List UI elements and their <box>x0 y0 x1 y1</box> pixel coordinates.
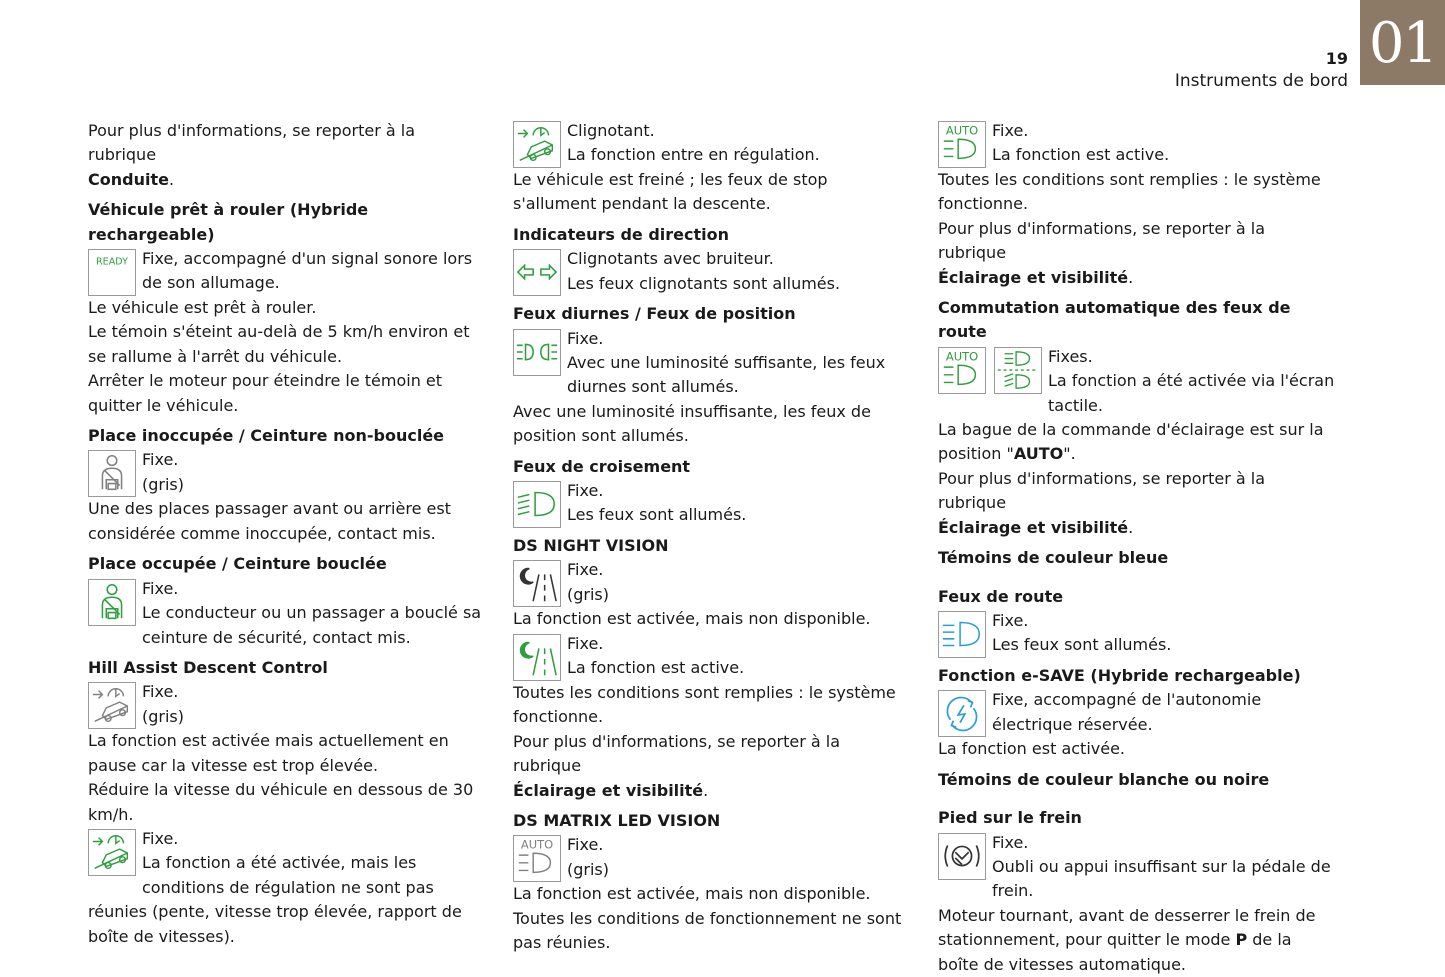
ready-icon <box>88 249 136 296</box>
matrix-grey-text-1: La fonction est activée, mais non disponible. <box>513 884 871 904</box>
entry-ready: READY Fixe, accompagné d'un signal sonore lors de son allumage. <box>88 247 486 296</box>
chapter-tab: 01 <box>1360 0 1445 85</box>
heading-drl: Feux diurnes / Feux de position <box>513 304 796 324</box>
entry-night-vision-grey: Fixe. (gris) <box>513 558 911 607</box>
heading-seat-free: Place inoccupée / Ceinture non-bouclée <box>88 426 445 446</box>
column-3 <box>938 119 1336 977</box>
ready-text-3: Arrêter le moteur pour éteindre le témoin et quitter le véhicule. <box>88 371 443 415</box>
column-1 <box>88 119 486 949</box>
esave-icon <box>938 690 986 737</box>
heading-brake: Pied sur le frein <box>938 808 1082 828</box>
hadc-grey-text-1: La fonction est activée mais actuellement en pause car la vitesse est trop élevée. <box>88 731 449 775</box>
auto-high-beam-icon-pair <box>938 347 1042 394</box>
heading-direction: Indicateurs de direction <box>513 224 729 244</box>
section-title: Instruments de bord <box>1174 71 1348 91</box>
heading-high-beam: Feux de route <box>938 586 1064 606</box>
heading-white-lights: Témoins de couleur blanche ou noire <box>938 769 1270 789</box>
heading-seat-occupied: Place occupée / Ceinture bouclée <box>88 554 387 574</box>
high-beam-icon <box>938 611 986 658</box>
drl-text: Avec une luminosité insuffisante, les feux de position sont allumés. <box>513 401 871 446</box>
hill-descent-blinking-icon <box>513 121 561 168</box>
seatbelt-grey-icon <box>88 450 136 497</box>
heading-ready: Véhicule prêt à rouler (Hybride rechargeable) <box>88 200 369 244</box>
entry-hadc-blinking: Clignotant. La fonction entre en régulation. <box>513 119 911 168</box>
intro-paragraph: Pour plus d'informations, se reporter à la rubrique Conduite. <box>88 121 416 189</box>
night-vision-green-text-2: Pour plus d'informations, se reporter à la rubrique Éclairage et visibilité. <box>513 731 841 800</box>
hill-descent-green-icon <box>88 829 136 876</box>
column-2 <box>513 119 911 956</box>
entry-low-beam: Fixe. Les feux sont allumés. <box>513 479 911 528</box>
heading-night-vision: DS NIGHT VISION <box>513 536 669 556</box>
entry-hadc-grey: Fixe. (gris) <box>88 680 486 729</box>
heading-auto-high-beam: Commutation automatique des feux de route <box>938 298 1291 342</box>
entry-esave: Fixe, accompagné de l'autonomie électrique réservée. <box>938 688 1336 737</box>
brake-text: Moteur tournant, avant de desserrer le frein de stationnement, pour quitter le mode P de la boîte de vitesses automatique. <box>938 905 1316 974</box>
entry-seat-free: Fixe. (gris) <box>88 448 486 497</box>
entry-seat-occupied: Fixe. Le conducteur ou un passager a bouclé sa ceinture de sécurité, contact mis. <box>88 577 486 650</box>
page-header <box>1175 48 1348 92</box>
seatbelt-green-icon <box>88 579 136 626</box>
night-vision-green-icon <box>513 634 561 681</box>
night-vision-green-text-1: Toutes les conditions sont remplies : le système fonctionne. <box>513 682 896 727</box>
matrix-green-text-2: Pour plus d'informations, se reporter à la rubrique Éclairage et visibilité. <box>938 218 1266 287</box>
position-lights-icon <box>513 329 561 376</box>
seat-free-text: Une des places passager avant ou arrière est considérée comme inoccupée, contact mis. <box>88 499 451 543</box>
foot-on-brake-icon <box>938 833 986 880</box>
entry-matrix-green: AUTO Fixe. La fonction est active. <box>938 119 1336 168</box>
night-vision-grey-icon <box>513 560 561 607</box>
entry-hadc-green: Fixe. La fonction a été activée, mais les conditions de régulation ne sont pas réunies (pente, vitesse trop élevée, rapport de boîte de vitesses). <box>88 828 462 946</box>
entry-auto-high-beam: AUTO Fixes. La fonction a été activée via l'écran tactile. <box>938 345 1336 418</box>
ready-text-2: Le témoin s'éteint au-delà de 5 km/h environ et se rallume à l'arrêt du véhicule. <box>88 322 470 366</box>
auto-headlight-green-icon <box>938 121 986 168</box>
heading-blue-lights: Témoins de couleur bleue <box>938 548 1169 568</box>
svg-text:AUTO: AUTO <box>945 123 979 138</box>
heading-hadc: Hill Assist Descent Control <box>88 657 328 677</box>
hadc-grey-text-2: Réduire la vitesse du véhicule en dessous de 30 km/h. <box>88 780 474 824</box>
entry-direction: Clignotants avec bruiteur. Les feux clignotants sont allumés. <box>513 247 911 296</box>
entry-brake: Fixe. Oubli ou appui insuffisant sur la pédale de frein. <box>938 831 1336 904</box>
entry-matrix-grey: AUTO Fixe. (gris) <box>513 833 911 882</box>
turn-signal-icon <box>513 249 561 296</box>
hadc-blinking-text: Le véhicule est freiné ; les feux de stop s'allument pendant la descente. <box>513 170 828 214</box>
night-vision-grey-text: La fonction est activée, mais non disponible. <box>513 609 871 629</box>
entry-night-vision-green: Fixe. La fonction est active. <box>513 632 911 681</box>
esave-text: La fonction est activée. <box>938 739 1125 759</box>
matrix-green-text-1: Toutes les conditions sont remplies : le système fonctionne. <box>938 170 1321 214</box>
auto-high-beam-text-1: La bague de la commande d'éclairage est sur la position "AUTO". <box>938 420 1324 464</box>
auto-headlight-grey-icon <box>513 835 561 882</box>
auto-high-beam-text-2: Pour plus d'informations, se reporter à la rubrique Éclairage et visibilité. <box>938 468 1266 537</box>
svg-text:AUTO: AUTO <box>520 837 554 852</box>
svg-text:READY: READY <box>96 256 128 268</box>
page-number: 19 <box>1325 49 1348 68</box>
hill-descent-grey-icon <box>88 682 136 729</box>
heading-low-beam: Feux de croisement <box>513 456 691 476</box>
svg-text:AUTO: AUTO <box>945 349 979 364</box>
heading-esave: Fonction e-SAVE (Hybride rechargeable) <box>938 665 1301 685</box>
auto-headlight-icon <box>938 347 986 394</box>
high-low-beam-icon <box>994 347 1042 394</box>
ready-text-1: Le véhicule est prêt à rouler. <box>88 298 317 318</box>
matrix-grey-text-2: Toutes les conditions de fonctionnement ne sont pas réunies. <box>513 908 902 953</box>
entry-high-beam: Fixe. Les feux sont allumés. <box>938 609 1336 658</box>
heading-matrix-led: DS MATRIX LED VISION <box>513 810 721 830</box>
low-beam-icon <box>513 481 561 528</box>
entry-drl: Fixe. Avec une luminosité suffisante, les feux diurnes sont allumés. <box>513 327 911 400</box>
